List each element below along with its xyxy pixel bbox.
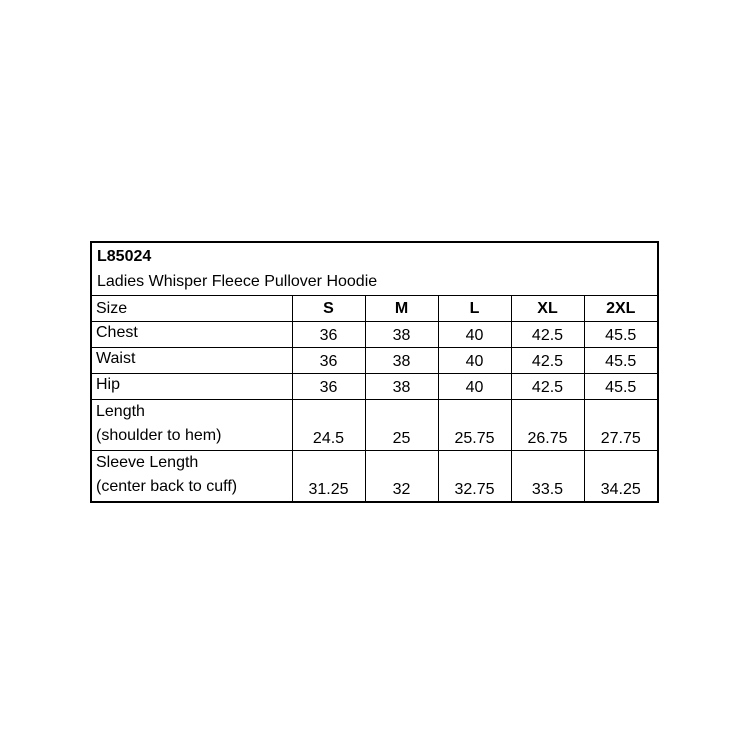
row-label	[92, 451, 292, 502]
table-cell: 45.5	[584, 374, 657, 400]
table-row-length	[92, 400, 657, 451]
table-cell: 25.75	[438, 400, 511, 451]
row-label-line: Sleeve Length	[96, 454, 199, 471]
table-cell: 25	[365, 400, 438, 451]
table-row-chest	[92, 322, 657, 348]
table-cell: 26.75	[511, 400, 584, 451]
table-cell: 42.5	[511, 348, 584, 374]
row-label: Chest	[92, 322, 292, 348]
size-m: M	[365, 296, 438, 322]
table-cell: 38	[365, 348, 438, 374]
table-row-waist	[92, 348, 657, 374]
table-cell: 31.25	[292, 451, 365, 502]
chart-header	[92, 243, 657, 296]
table-row-hip	[92, 374, 657, 400]
row-label-line: (shoulder to hem)	[96, 427, 222, 444]
size-chart	[90, 241, 659, 503]
row-label-line: Length	[96, 403, 145, 420]
table-cell: 32	[365, 451, 438, 502]
table-cell: 27.75	[584, 400, 657, 451]
style-code: L85024	[97, 248, 152, 265]
size-xl: XL	[511, 296, 584, 322]
size-table	[92, 296, 657, 501]
table-cell: 40	[438, 322, 511, 348]
size-2xl: 2XL	[584, 296, 657, 322]
table-cell: 32.75	[438, 451, 511, 502]
row-label: Waist	[92, 348, 292, 374]
table-cell: 24.5	[292, 400, 365, 451]
table-cell: 42.5	[511, 322, 584, 348]
table-cell: 45.5	[584, 322, 657, 348]
table-cell: 36	[292, 348, 365, 374]
table-cell: 40	[438, 374, 511, 400]
row-label-line: (center back to cuff)	[96, 478, 238, 495]
row-label: Hip	[92, 374, 292, 400]
table-cell: 36	[292, 322, 365, 348]
size-header-row	[92, 296, 657, 322]
table-cell: 33.5	[511, 451, 584, 502]
table-cell: 42.5	[511, 374, 584, 400]
table-cell: 38	[365, 374, 438, 400]
table-cell: 38	[365, 322, 438, 348]
table-row-sleeve-length	[92, 451, 657, 502]
row-label	[92, 400, 292, 451]
size-l: L	[438, 296, 511, 322]
table-cell: 45.5	[584, 348, 657, 374]
size-s: S	[292, 296, 365, 322]
size-label: Size	[92, 296, 292, 322]
table-cell: 36	[292, 374, 365, 400]
table-cell: 34.25	[584, 451, 657, 502]
table-cell: 40	[438, 348, 511, 374]
product-name: Ladies Whisper Fleece Pullover Hoodie	[97, 273, 378, 290]
